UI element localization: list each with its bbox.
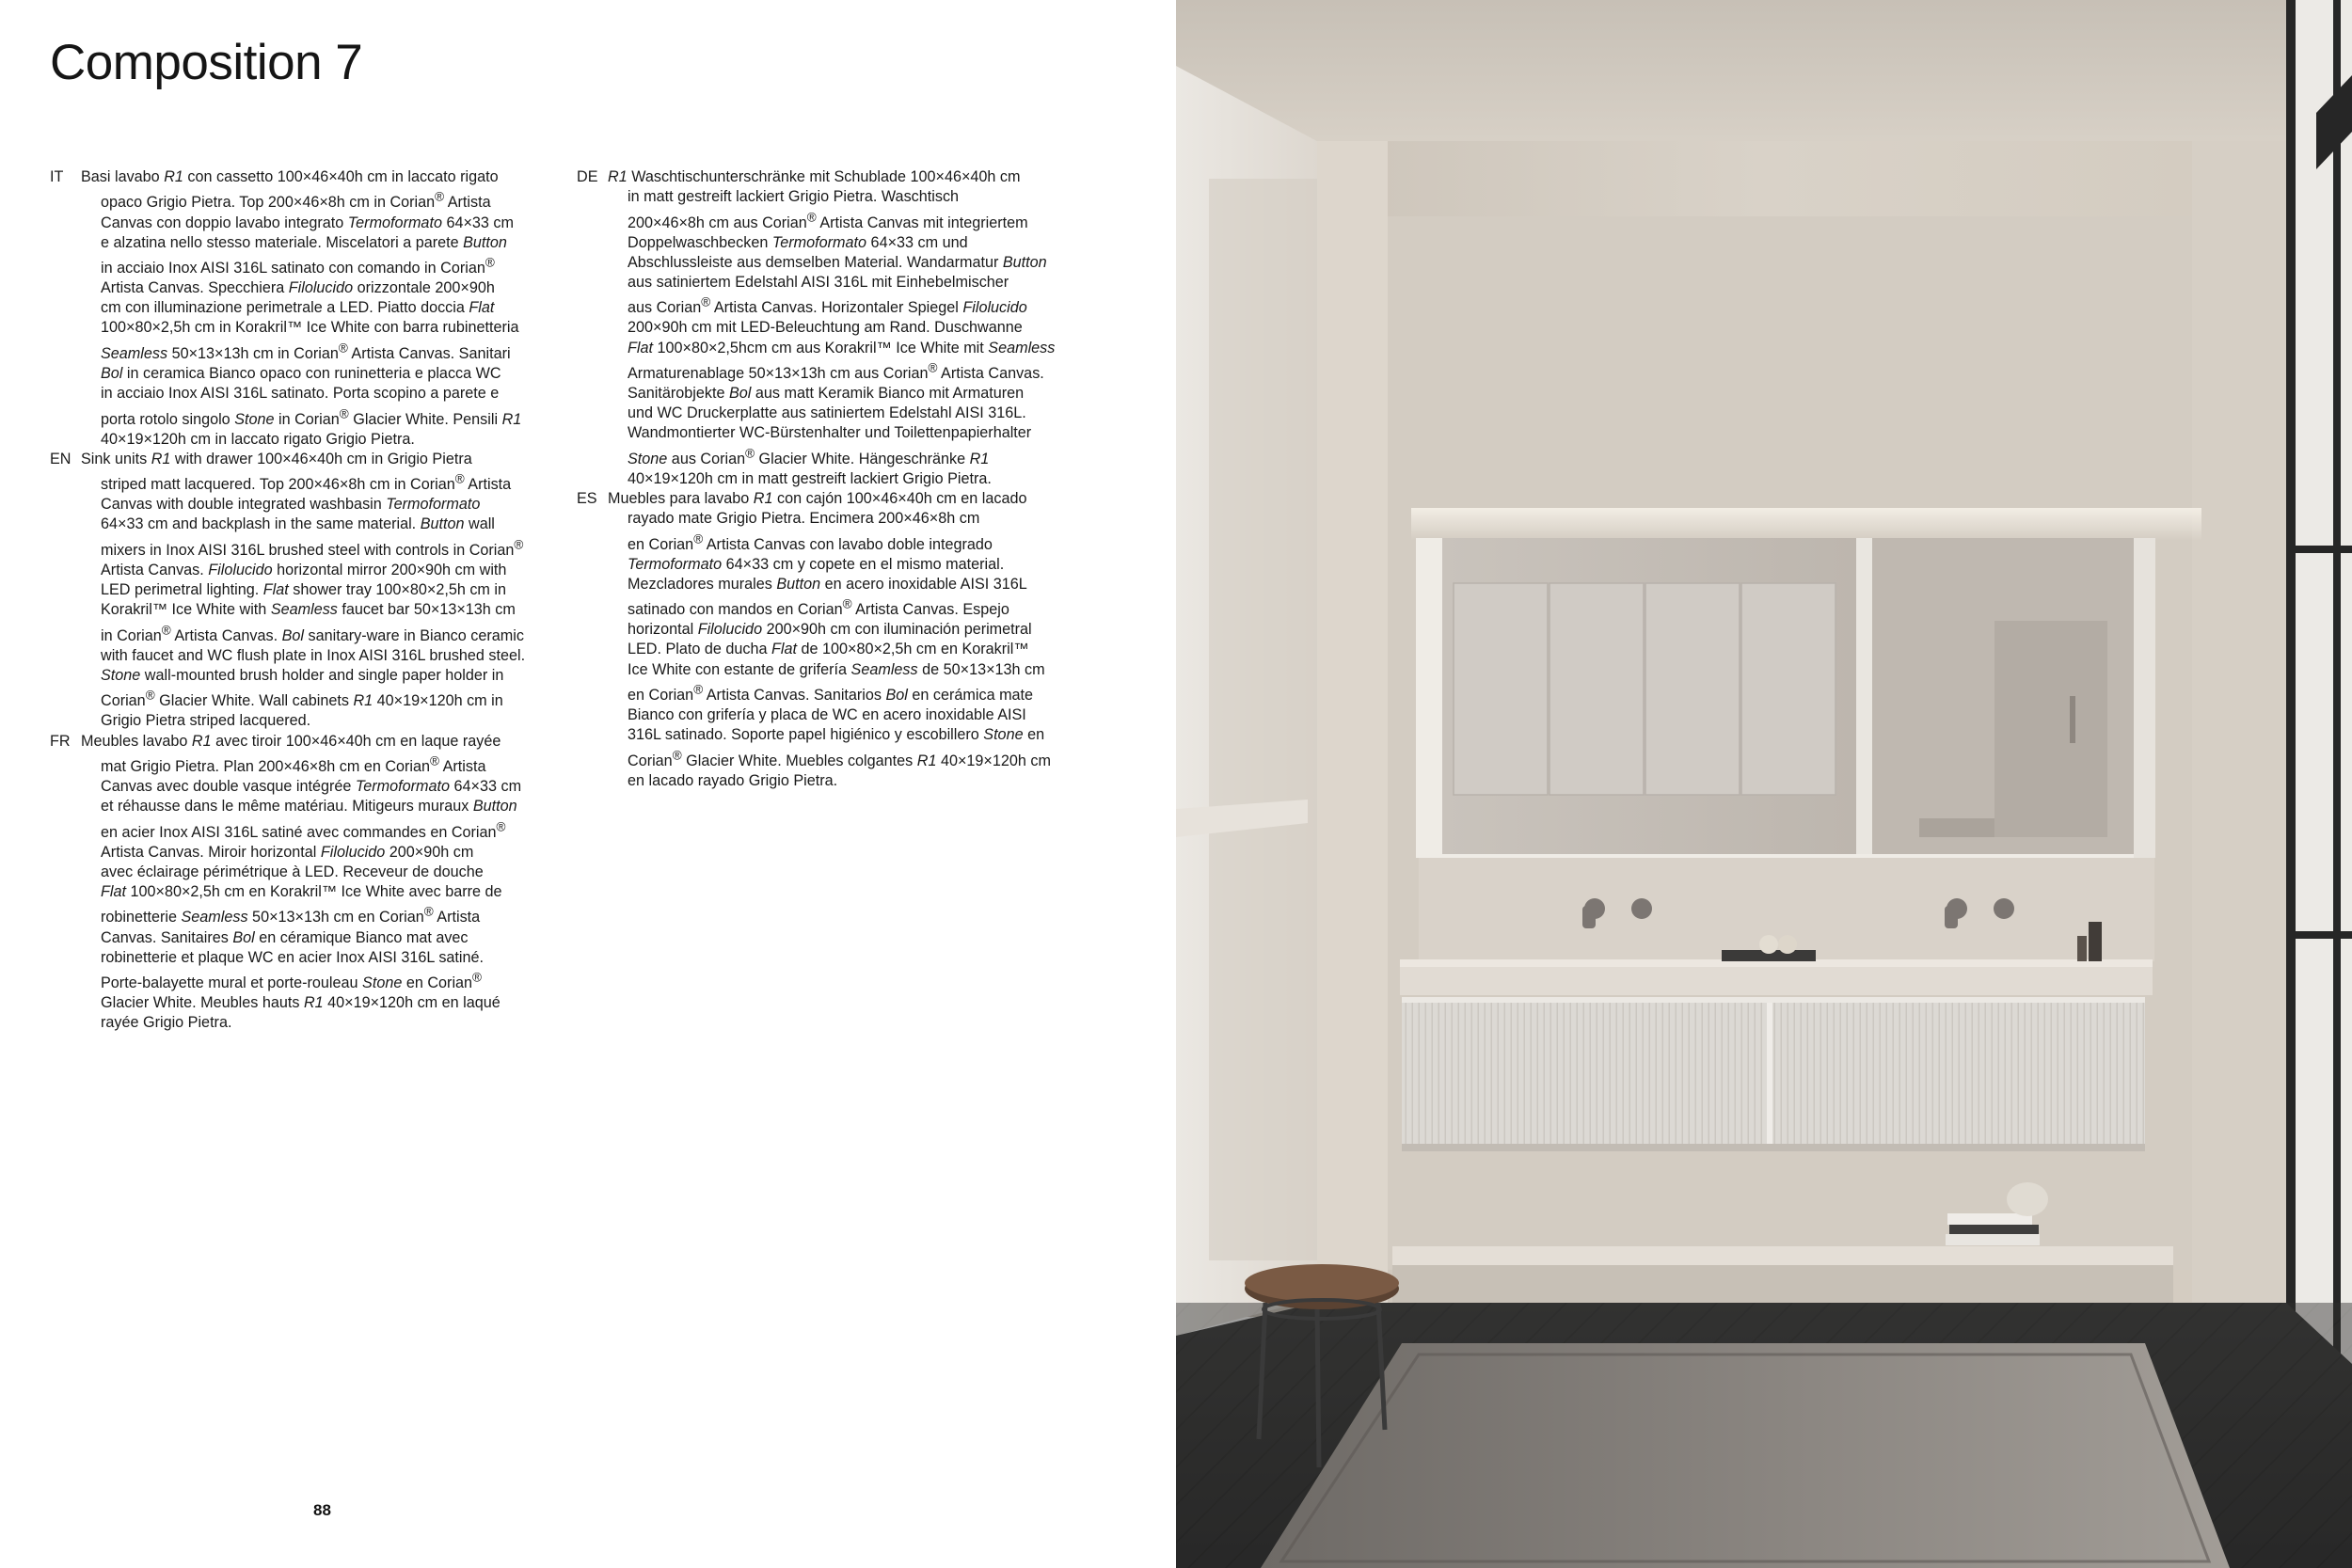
language-label: DE: [577, 168, 598, 185]
description-it: [50, 167, 548, 450]
text-line: Canvas with double integrated washbasin Termoformato: [101, 496, 481, 514]
text-column-left: [50, 167, 548, 1033]
page-number: 88: [313, 1501, 331, 1519]
text-line: en lacado rayado Grigio Pietra.: [628, 771, 838, 789]
text-line: 40×19×120h cm in laccato rigato Grigio Pietra.: [101, 430, 415, 448]
text-line: 100×80×2,5h cm in Korakril™ Ice White con barra rubinetteria: [101, 319, 519, 337]
text-line: Sanitärobjekte Bol aus matt Keramik Bianco mit Armaturen: [628, 385, 1025, 403]
language-label: FR: [50, 732, 71, 750]
text-line: und WC Druckerplatte aus satiniertem Edelstahl AISI 316L.: [628, 404, 1026, 422]
text-line: Corian® Glacier White. Wall cabinets R1 40×19×120h cm in: [101, 688, 503, 710]
text-line: cm con illuminazione perimetrale a LED. Piatto doccia Flat: [101, 299, 495, 317]
text-line: Meubles lavabo R1 avec tiroir 100×46×40h cm en laque rayée: [81, 732, 501, 750]
text-line: Armaturenablage 50×13×13h cm aus Corian® Artista Canvas.: [628, 360, 1044, 383]
text-line: Corian® Glacier White. Muebles colgantes R1 40×19×120h cm: [628, 748, 1051, 769]
text-line: Wandmontierter WC-Bürstenhalter und Toilettenpapierhalter: [628, 424, 1032, 442]
text-line: en Corian® Artista Canvas con lavabo doble integrado: [628, 531, 993, 553]
language-label: EN: [50, 450, 72, 467]
text-line: Canvas. Sanitaires Bol en céramique Bianco mat avec: [101, 928, 469, 946]
text-line: LED. Plato de ducha Flat de 100×80×2,5h cm en Korakril™: [628, 641, 1029, 658]
text-line: Canvas avec double vasque intégrée Termoformato 64×33 cm: [101, 778, 522, 796]
text-line: Flat 100×80×2,5hcm cm aus Korakril™ Ice White mit Seamless: [628, 339, 1056, 356]
text-line: 200×46×8h cm aus Corian® Artista Canvas mit integriertem: [628, 210, 1028, 231]
text-line: in Corian® Artista Canvas. Bol sanitary-ware in Bianco ceramic: [101, 623, 524, 644]
text-line: mat Grigio Pietra. Plan 200×46×8h cm en Corian® Artista: [101, 753, 486, 776]
text-line: e alzatina nello stesso materiale. Miscelatori a parete Button: [101, 233, 507, 251]
description-fr: [50, 732, 548, 1034]
text-line: in acciaio Inox AISI 316L satinato con comando in Corian®: [101, 255, 495, 277]
text-line: Stone wall-mounted brush holder and single paper holder in: [101, 666, 504, 684]
text-line: Grigio Pietra striped lacquered.: [101, 712, 311, 730]
page-title: Composition 7: [50, 35, 363, 90]
text-line: Porte-balayette mural et porte-rouleau Stone en Corian®: [101, 970, 482, 992]
text-line: Stone aus Corian® Glacier White. Hängeschränke R1: [628, 446, 990, 467]
text-line: Artista Canvas. Filolucido horizontal mirror 200×90h cm with: [101, 562, 507, 579]
text-line: striped matt lacquered. Top 200×46×8h cm in Corian® Artista: [101, 471, 512, 494]
description-en: [50, 450, 548, 732]
text-line: Doppelwaschbecken Termoformato 64×33 cm und: [628, 233, 968, 251]
text-line: horizontal Filolucido 200×90h cm con iluminación perimetral: [628, 621, 1032, 639]
text-line: en acier Inox AISI 316L satiné avec commandes en Corian®: [101, 819, 506, 841]
text-line: avec éclairage périmétrique à LED. Receveur de douche: [101, 863, 484, 880]
text-line: rayado mate Grigio Pietra. Encimera 200×46×8h cm: [628, 510, 980, 528]
text-column-right: [577, 167, 1075, 791]
text-line: Termoformato 64×33 cm y copete en el mismo material.: [628, 555, 1005, 573]
bathroom-photo: [1176, 0, 2352, 1568]
text-line: Artista Canvas. Specchiera Filolucido orizzontale 200×90h: [101, 279, 495, 297]
language-label: IT: [50, 168, 64, 185]
description-es: [577, 489, 1075, 791]
text-line: 64×33 cm and backplash in the same material. Button wall: [101, 515, 495, 533]
text-line: Korakril™ Ice White with Seamless faucet bar 50×13×13h cm: [101, 601, 516, 619]
text-line: Canvas con doppio lavabo integrato Termoformato 64×33 cm: [101, 214, 514, 231]
text-line: robinetterie et plaque WC en acier Inox AISI 316L satiné.: [101, 948, 485, 966]
text-line: Basi lavabo R1 con cassetto 100×46×40h cm in laccato rigato: [81, 168, 499, 185]
text-line: opaco Grigio Pietra. Top 200×46×8h cm in Corian® Artista: [101, 190, 491, 212]
text-line: en Corian® Artista Canvas. Sanitarios Bol en cerámica mate: [628, 682, 1034, 704]
text-line: aus satiniertem Edelstahl AISI 316L mit Einhebelmischer: [628, 273, 1009, 291]
text-line: Ice White con estante de grifería Seamless de 50×13×13h cm: [628, 660, 1045, 678]
text-line: in matt gestreift lackiert Grigio Pietra. Waschtisch: [628, 188, 960, 206]
text-line: aus Corian® Artista Canvas. Horizontaler Spiegel Filolucido: [628, 294, 1027, 317]
text-line: robinetterie Seamless 50×13×13h cm en Corian® Artista: [101, 905, 481, 927]
text-line: in acciaio Inox AISI 316L satinato. Porta scopino a parete e: [101, 385, 500, 403]
text-line: Abschlussleiste aus demselben Material. Wandarmatur Button: [628, 253, 1047, 271]
text-line: R1 Waschtischunterschränke mit Schublade 100×46×40h cm: [608, 168, 1021, 185]
text-line: LED perimetral lighting. Flat shower tray 100×80×2,5h cm in: [101, 581, 507, 599]
text-line: porta rotolo singolo Stone in Corian® Glacier White. Pensili R1: [101, 406, 522, 428]
text-line: Sink units R1 with drawer 100×46×40h cm in Grigio Pietra: [81, 450, 472, 467]
text-line: Flat 100×80×2,5h cm en Korakril™ Ice White avec barre de: [101, 883, 502, 900]
text-line: 40×19×120h cm in matt gestreift lackiert Grigio Pietra.: [628, 469, 992, 487]
text-line: mixers in Inox AISI 316L brushed steel with controls in Corian®: [101, 537, 524, 559]
text-line: with faucet and WC flush plate in Inox AISI 316L brushed steel.: [101, 646, 526, 664]
text-line: rayée Grigio Pietra.: [101, 1014, 232, 1032]
language-label: ES: [577, 489, 597, 507]
text-line: Seamless 50×13×13h cm in Corian® Artista Canvas. Sanitari: [101, 341, 511, 362]
text-line: Artista Canvas. Miroir horizontal Filolucido 200×90h cm: [101, 843, 474, 861]
text-line: Bianco con grifería y placa de WC en acero inoxidable AISI: [628, 706, 1026, 724]
text-line: satinado con mandos en Corian® Artista Canvas. Espejo: [628, 596, 1009, 619]
description-de: [577, 167, 1075, 489]
text-line: Glacier White. Meubles hauts R1 40×19×120h cm en laqué: [101, 994, 501, 1012]
text-line: 316L satinado. Soporte papel higiénico y escobillero Stone en: [628, 726, 1045, 744]
text-line: Bol in ceramica Bianco opaco con runinetteria e placca WC: [101, 365, 501, 383]
text-line: et réhausse dans le même matériau. Mitigeurs muraux Button: [101, 798, 517, 816]
text-line: Mezcladores murales Button en acero inoxidable AISI 316L: [628, 575, 1027, 593]
text-line: 200×90h cm mit LED-Beleuchtung am Rand. Duschwanne: [628, 319, 1023, 337]
text-line: Muebles para lavabo R1 con cajón 100×46×40h cm en lacado: [608, 489, 1027, 507]
